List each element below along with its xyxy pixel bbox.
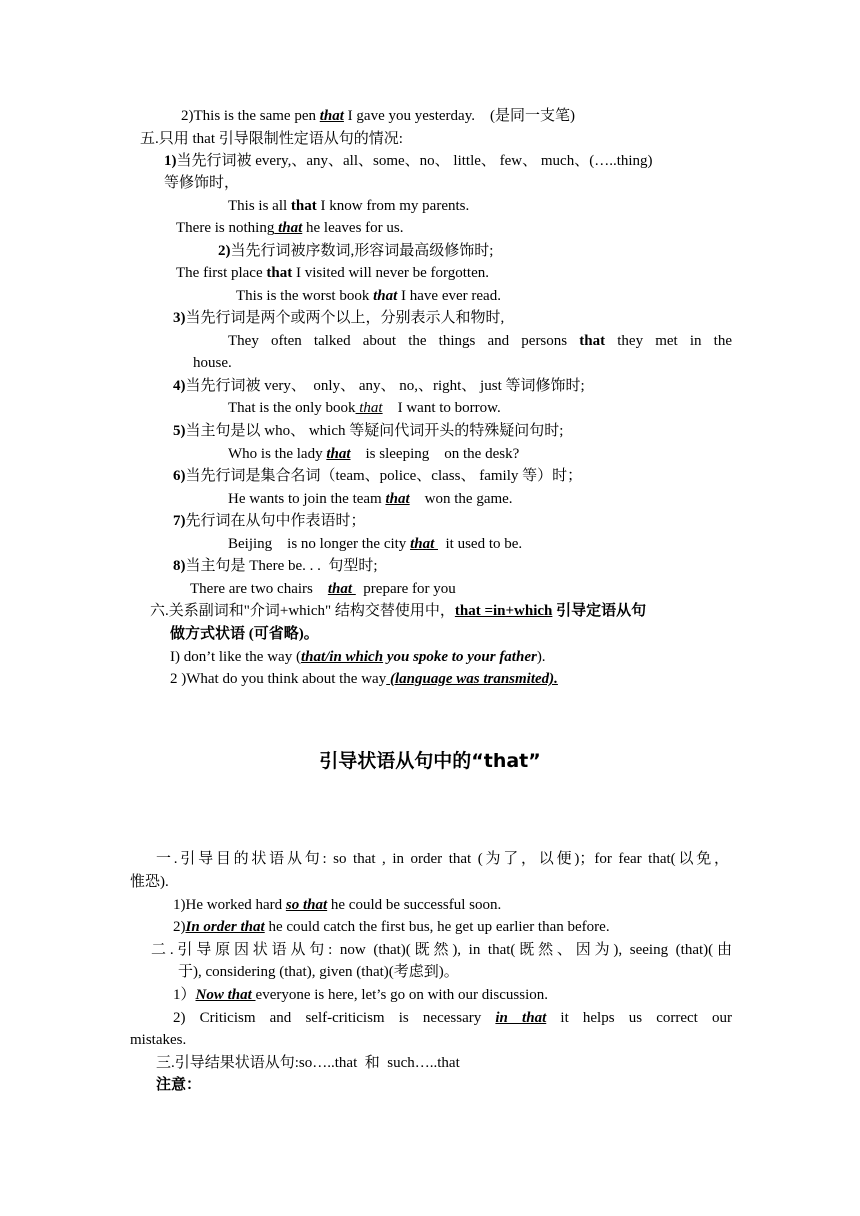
keyword-that: Now that — [195, 987, 256, 1003]
keyword-that: that/in which — [300, 649, 384, 665]
text: Who is the lady — [228, 446, 327, 462]
rule-8 — [173, 556, 378, 576]
keyword-that-in-which: that =in+which — [454, 603, 553, 619]
rule-number: 1) — [164, 153, 177, 169]
example-things-persons-cont: house. — [193, 355, 232, 371]
keyword-that: that — [579, 333, 606, 349]
rule-text: 先行词在从句中作表语时； — [185, 513, 366, 529]
example-first-place — [176, 263, 489, 283]
rule-number: 6) — [173, 468, 186, 484]
text: I) don’t like the way ( — [170, 649, 301, 665]
rule-number: 5) — [173, 423, 186, 439]
adverbial-heading-3: 三.引导结果状语从句:so…..that 和 such…..that — [156, 1055, 460, 1071]
text: it helps us correct our — [546, 1010, 733, 1026]
text: Beijing is no longer the city — [228, 536, 411, 552]
rule-text: 当先行词被 every,、any、all、some、no、 little、 few、 much、(…..thing) — [176, 153, 653, 169]
keyword-that: that — [274, 220, 303, 236]
section-heading-6-cont: 做方式状语 (可省略)。 — [170, 626, 319, 642]
text: I know from my parents. — [316, 198, 470, 214]
keyword-that: that — [355, 400, 383, 416]
example-the-way — [170, 647, 546, 667]
text: it used to be. — [438, 536, 523, 552]
keyword-that: that — [326, 446, 351, 462]
rule-number: 8) — [173, 558, 186, 574]
keyword-that: that — [410, 536, 438, 552]
example-things-persons — [228, 331, 732, 351]
text: prepare for you — [355, 581, 456, 597]
text: They often talked about the things and persons — [228, 333, 580, 349]
text: The first place — [176, 265, 267, 281]
keyword-that: that — [319, 108, 344, 124]
rule-text: 当先行词是两个或两个以上，分别表示人和物时, — [185, 310, 505, 326]
text: 2) Criticism and self-criticism is necessary — [173, 1010, 496, 1026]
example-only-book — [228, 398, 501, 418]
text: won the game. — [409, 491, 513, 507]
text: He wants to join the team — [228, 491, 386, 507]
keyword-that: that — [266, 265, 293, 281]
text: There are two chairs — [190, 581, 328, 597]
rule-2 — [218, 241, 493, 261]
adverbial-heading-2: 二.引导原因状语从句: now (that)(既然), in that(既然、因为), seeing (that)(由 — [151, 942, 732, 958]
example-in-order-that — [173, 917, 610, 937]
note-label: 注意： — [156, 1077, 202, 1093]
text: (language was transmited). — [386, 671, 558, 687]
example-now-that — [173, 985, 548, 1005]
keyword-that: that — [373, 288, 398, 304]
rule-3 — [173, 308, 504, 328]
rule-4 — [173, 376, 585, 396]
adverbial-heading-1-cont: 惟恐). — [130, 874, 169, 890]
example-same-pen — [181, 106, 575, 126]
example-in-that-cont: mistakes. — [130, 1032, 187, 1048]
example-beijing — [228, 534, 522, 554]
example-so-that — [173, 895, 501, 915]
text: 1） — [173, 987, 196, 1003]
rule-7 — [173, 511, 366, 531]
rule-5 — [173, 421, 563, 441]
text: is sleeping on the desk? — [350, 446, 520, 462]
example-in-that — [173, 1008, 732, 1028]
text: he leaves for us. — [302, 220, 404, 236]
keyword-that: that — [290, 198, 317, 214]
rule-1-cont: 等修饰时， — [164, 175, 240, 191]
text: 六.关系副词和"介词+which" 结构交替使用中， — [150, 603, 455, 619]
text: I want to borrow. — [382, 400, 501, 416]
keyword-that: In order that — [185, 919, 265, 935]
rule-text: 当主句是 There be. . . 句型时; — [185, 558, 378, 574]
example-worst-book — [236, 286, 501, 306]
rule-text: 当主句是以 who、 which 等疑问代词开头的特殊疑问句时; — [185, 423, 564, 439]
rule-text: 当先行词被 very、 only、 any、 no,、right、 just 等词修饰时; — [185, 378, 585, 394]
rule-number: 7) — [173, 513, 186, 529]
keyword-that: that — [385, 491, 410, 507]
keyword-that: that — [327, 581, 356, 597]
rule-number: 3) — [173, 310, 186, 326]
adverbial-heading-2-cont: 于), considering (that), given (that)(考虑到)。 — [178, 964, 459, 980]
text: That is the only book — [228, 400, 356, 416]
rule-text: 当先行词是集合名词（team、police、class、 family 等）时； — [185, 468, 583, 484]
keyword-that: in that — [495, 1010, 547, 1026]
rule-text: 当先行词被序数词,形容词最高级修饰时; — [230, 243, 494, 259]
rule-1 — [164, 151, 732, 171]
keyword-that: so that — [285, 897, 328, 913]
text: There is nothing — [176, 220, 275, 236]
rule-number: 4) — [173, 378, 186, 394]
text: ). — [536, 649, 546, 665]
text: This is all — [228, 198, 291, 214]
text: This is the worst book — [236, 288, 374, 304]
text: I have ever read. — [397, 288, 501, 304]
text: 2) — [173, 919, 186, 935]
text: 引导定语从句 — [552, 603, 647, 619]
text: they met in the — [605, 333, 732, 349]
example-language — [170, 669, 558, 689]
example-nothing-that — [176, 218, 403, 238]
text: 2)This is the same pen — [181, 108, 320, 124]
rule-6 — [173, 466, 582, 486]
text: he could catch the first bus, he get up earlier than before. — [264, 919, 610, 935]
text: he could be successful soon. — [327, 897, 502, 913]
example-lady — [228, 444, 519, 464]
text: 2 )What do you think about the way — [170, 671, 387, 687]
example-team — [228, 489, 513, 509]
example-all-that — [228, 196, 469, 216]
text: I gave you yesterday. (是同一支笔) — [343, 108, 575, 124]
text: everyone is here, let’s go on with our discussion. — [255, 987, 548, 1003]
section-heading-5: 五.只用 that 引导限制性定语从句的情况: — [140, 131, 403, 147]
page-heading: 引导状语从句中的“that” — [319, 750, 541, 772]
rule-number: 2) — [218, 243, 231, 259]
text: 1)He worked hard — [173, 897, 286, 913]
section-heading-6 — [150, 601, 646, 621]
example-two-chairs — [190, 579, 456, 599]
text: I visited will never be forgotten. — [292, 265, 489, 281]
text: you spoke to your father — [383, 649, 537, 665]
adverbial-heading-1: 一.引导目的状语从句: so that , in order that (为了，以便)；for fear that(以免， — [156, 851, 729, 867]
